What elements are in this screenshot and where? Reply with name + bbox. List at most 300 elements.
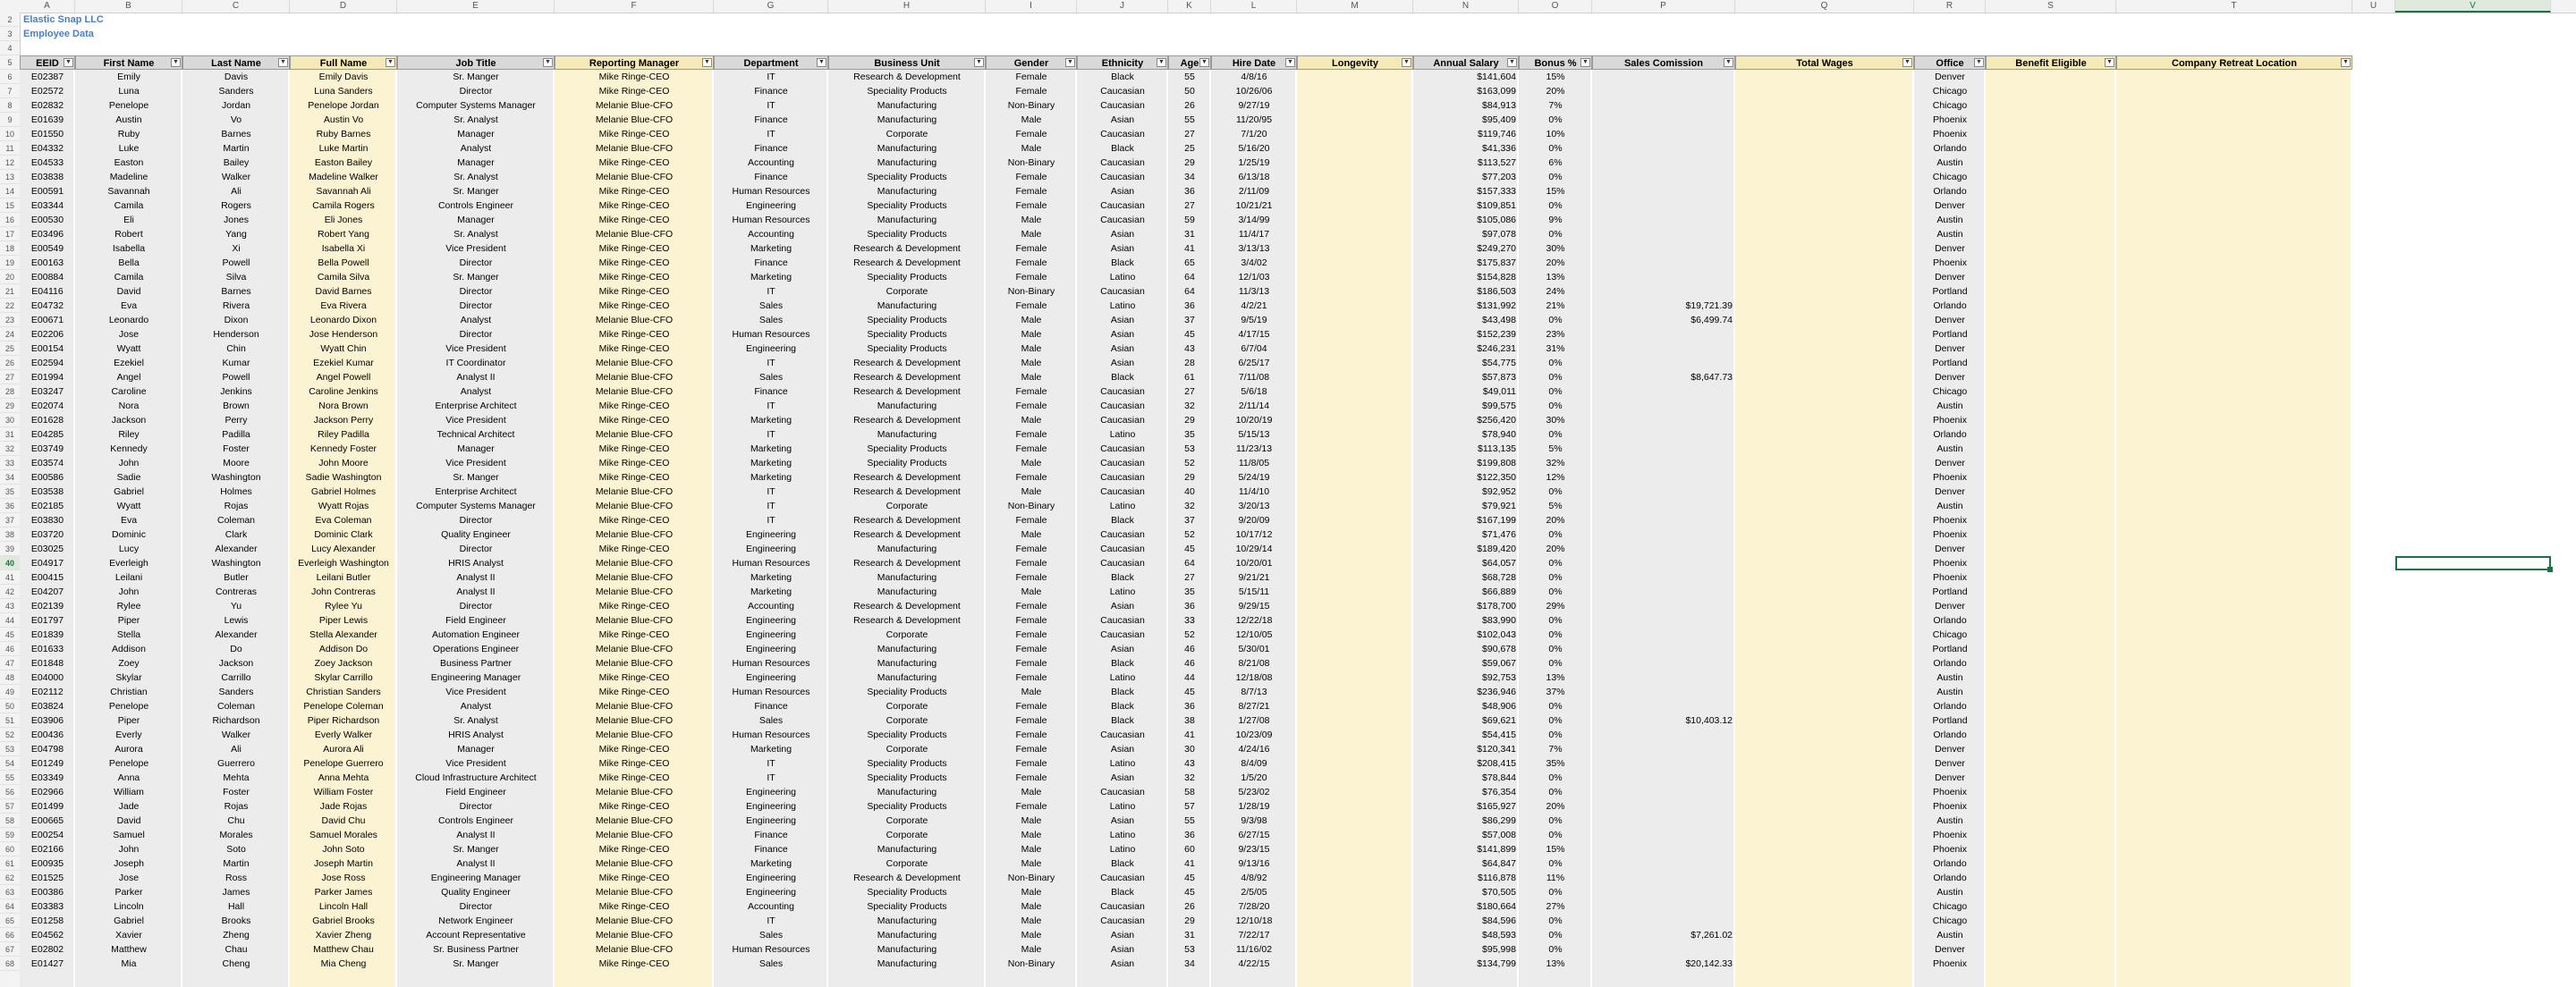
filter-dropdown-icon[interactable]: ▼: [2341, 58, 2351, 67]
table-cell[interactable]: IT: [767, 100, 775, 111]
table-cell[interactable]: Analyst: [460, 143, 492, 154]
table-cell[interactable]: Cloud Infrastructure Architect: [415, 772, 537, 783]
table-cell[interactable]: [1297, 699, 1413, 713]
table-cell[interactable]: 10/29/14: [1235, 544, 1273, 554]
table-cell[interactable]: Female: [1015, 758, 1047, 769]
table-cell[interactable]: 21%: [1546, 300, 1565, 311]
table-cell[interactable]: $95,998: [1482, 944, 1516, 955]
table-cell[interactable]: [2116, 699, 2352, 713]
table-cell[interactable]: 0%: [1548, 858, 1563, 869]
table-cell[interactable]: Latino: [1109, 801, 1136, 812]
table-cell[interactable]: Soto: [226, 844, 246, 855]
table-cell[interactable]: [1592, 227, 1735, 241]
table-cell[interactable]: [2116, 170, 2352, 184]
table-cell[interactable]: Manufacturing: [877, 915, 937, 926]
table-cell[interactable]: [1297, 942, 1413, 957]
table-cell[interactable]: Male: [1021, 858, 1042, 869]
table-cell[interactable]: Denver: [1935, 72, 1965, 82]
table-cell[interactable]: $48,593: [1482, 930, 1516, 941]
table-cell[interactable]: Nora Brown: [318, 401, 369, 411]
table-cell[interactable]: Mehta: [223, 772, 250, 783]
table-cell[interactable]: [1735, 213, 1914, 227]
table-cell[interactable]: Alexander: [215, 544, 258, 554]
table-cell[interactable]: [1592, 942, 1735, 957]
row-header-62[interactable]: 62: [0, 871, 20, 885]
table-cell[interactable]: Matthew Chau: [313, 944, 374, 955]
table-cell[interactable]: [1986, 771, 2116, 785]
row-header-44[interactable]: 44: [0, 613, 20, 628]
table-cell[interactable]: 44: [1184, 672, 1195, 683]
table-cell[interactable]: [2116, 756, 2352, 771]
table-cell[interactable]: 8/21/08: [1238, 658, 1270, 669]
table-cell[interactable]: Finance: [754, 386, 788, 397]
table-cell[interactable]: [1735, 828, 1914, 842]
table-cell[interactable]: [1986, 799, 2116, 814]
table-cell[interactable]: [1735, 771, 1914, 785]
table-cell[interactable]: [1592, 671, 1735, 685]
table-cell[interactable]: Melanie Blue-CFO: [595, 715, 674, 726]
table-cell[interactable]: E02387: [30, 72, 64, 82]
table-cell[interactable]: 43: [1184, 758, 1195, 769]
row-header-25[interactable]: 25: [0, 342, 20, 356]
table-cell[interactable]: Black: [1111, 515, 1134, 526]
table-cell[interactable]: Mia: [121, 958, 137, 969]
table-cell[interactable]: Caucasian: [1100, 529, 1145, 540]
table-cell[interactable]: Caucasian: [1100, 629, 1145, 640]
table-cell[interactable]: [1735, 384, 1914, 399]
table-cell[interactable]: Corporate: [886, 701, 928, 712]
table-cell[interactable]: Luna: [118, 86, 140, 97]
table-cell[interactable]: Orlando: [1933, 701, 1967, 712]
table-cell[interactable]: Austin: [115, 114, 142, 125]
table-cell[interactable]: 58: [1184, 787, 1195, 797]
table-cell[interactable]: Aurora: [114, 744, 143, 755]
table-cell[interactable]: 13%: [1546, 672, 1565, 683]
table-cell[interactable]: E03496: [30, 229, 64, 240]
table-cell[interactable]: Engineering Manager: [430, 873, 521, 883]
table-cell[interactable]: Engineering: [745, 873, 797, 883]
table-cell[interactable]: 57: [1184, 801, 1195, 812]
table-cell[interactable]: Female: [1015, 401, 1047, 411]
table-cell[interactable]: 32: [1184, 772, 1195, 783]
table-cell[interactable]: [1735, 656, 1914, 671]
table-cell[interactable]: Network Engineer: [438, 915, 513, 926]
table-cell[interactable]: [2116, 671, 2352, 685]
table-cell[interactable]: Austin: [1936, 401, 1963, 411]
column-header-m[interactable]: M: [1297, 0, 1413, 13]
table-cell[interactable]: Jose Henderson: [309, 329, 378, 340]
table-cell[interactable]: [1735, 270, 1914, 284]
table-cell[interactable]: [1735, 613, 1914, 628]
table-cell[interactable]: Riley: [118, 429, 140, 440]
table-cell[interactable]: Speciality Products: [867, 730, 947, 740]
table-cell[interactable]: Finance: [754, 143, 788, 154]
table-cell[interactable]: Computer Systems Manager: [416, 100, 536, 111]
table-cell[interactable]: E01258: [30, 915, 64, 926]
table-cell[interactable]: [2116, 585, 2352, 599]
table-cell[interactable]: IT: [767, 72, 775, 82]
table-cell[interactable]: Coleman: [216, 515, 256, 526]
table-cell[interactable]: Research & Development: [853, 873, 961, 883]
table-cell[interactable]: [2116, 442, 2352, 456]
table-cell[interactable]: E02966: [30, 787, 64, 797]
table-cell[interactable]: [1735, 728, 1914, 742]
table-cell[interactable]: Female: [1015, 558, 1047, 569]
table-cell[interactable]: Luke Martin: [318, 143, 369, 154]
table-cell[interactable]: Padilla: [222, 429, 250, 440]
row-header-10[interactable]: 10: [0, 127, 20, 141]
table-cell[interactable]: Chu: [227, 815, 245, 826]
table-cell[interactable]: Denver: [1935, 758, 1965, 769]
table-cell[interactable]: [1297, 957, 1413, 971]
table-cell[interactable]: 4/24/16: [1238, 744, 1270, 755]
row-header-34[interactable]: 34: [0, 470, 20, 485]
table-cell[interactable]: [1297, 628, 1413, 642]
table-cell[interactable]: Caucasian: [1100, 615, 1145, 626]
table-cell[interactable]: Asian: [1110, 229, 1135, 240]
table-cell[interactable]: Engineering: [745, 801, 797, 812]
filter-dropdown-icon[interactable]: ▼: [817, 58, 826, 67]
table-cell[interactable]: $71,476: [1482, 529, 1516, 540]
row-header-31[interactable]: 31: [0, 427, 20, 442]
table-cell[interactable]: [1735, 413, 1914, 427]
table-cell[interactable]: Mike Ringe-CEO: [598, 958, 670, 969]
table-cell[interactable]: E02074: [30, 401, 64, 411]
table-cell[interactable]: Mike Ringe-CEO: [598, 544, 670, 554]
table-cell[interactable]: Analyst: [460, 315, 492, 325]
table-cell[interactable]: Female: [1015, 615, 1047, 626]
table-cell[interactable]: [1986, 485, 2116, 499]
table-cell[interactable]: Director: [459, 329, 493, 340]
table-cell[interactable]: Finance: [754, 830, 788, 840]
table-cell[interactable]: 20%: [1546, 544, 1565, 554]
table-cell[interactable]: 30: [1184, 744, 1195, 755]
table-cell[interactable]: [1986, 470, 2116, 485]
table-cell[interactable]: $64,057: [1482, 558, 1516, 569]
table-cell[interactable]: 20%: [1546, 801, 1565, 812]
row-header-57[interactable]: 57: [0, 799, 20, 814]
table-cell[interactable]: Caucasian: [1100, 386, 1145, 397]
table-cell[interactable]: Male: [1021, 887, 1042, 898]
table-cell[interactable]: Female: [1015, 472, 1047, 483]
table-cell[interactable]: Gabriel Holmes: [310, 486, 377, 497]
table-cell[interactable]: Foster: [223, 787, 250, 797]
table-cell[interactable]: [1986, 127, 2116, 141]
table-cell[interactable]: E01525: [30, 873, 64, 883]
table-cell[interactable]: Vice President: [445, 243, 506, 254]
table-cell[interactable]: [1986, 613, 2116, 628]
table-cell[interactable]: Melanie Blue-CFO: [595, 586, 674, 597]
table-cell[interactable]: Barnes: [221, 129, 251, 139]
table-cell[interactable]: [1735, 699, 1914, 713]
table-cell[interactable]: Melanie Blue-CFO: [595, 572, 674, 583]
table-cell[interactable]: Male: [1021, 830, 1042, 840]
table-cell[interactable]: Non-Binary: [1007, 873, 1055, 883]
table-cell[interactable]: Vice President: [445, 415, 506, 426]
row-header-6[interactable]: 6: [0, 70, 20, 84]
table-cell[interactable]: Jones: [223, 215, 250, 225]
table-cell[interactable]: [2116, 728, 2352, 742]
table-cell[interactable]: 10%: [1546, 129, 1565, 139]
table-cell[interactable]: Austin: [1936, 157, 1963, 168]
table-cell[interactable]: 4/22/15: [1238, 958, 1270, 969]
header-cell[interactable]: [828, 55, 986, 70]
table-cell[interactable]: Research & Development: [853, 386, 961, 397]
table-cell[interactable]: [1735, 599, 1914, 613]
table-cell[interactable]: Engineering: [745, 629, 797, 640]
table-cell[interactable]: Denver: [1935, 601, 1965, 612]
table-cell[interactable]: [1592, 771, 1735, 785]
table-cell[interactable]: [1592, 284, 1735, 299]
table-cell[interactable]: E01839: [30, 629, 64, 640]
table-cell[interactable]: [1592, 70, 1735, 84]
table-cell[interactable]: 9/5/19: [1241, 315, 1267, 325]
table-cell[interactable]: [2116, 299, 2352, 313]
table-cell[interactable]: $84,913: [1482, 100, 1516, 111]
table-cell[interactable]: Manufacturing: [877, 844, 937, 855]
table-cell[interactable]: Rylee: [116, 601, 141, 612]
table-cell[interactable]: Female: [1015, 629, 1047, 640]
table-cell[interactable]: [1986, 499, 2116, 513]
table-cell[interactable]: [1297, 828, 1413, 842]
table-cell[interactable]: Joseph Martin: [314, 858, 373, 869]
table-cell[interactable]: 5/15/13: [1238, 429, 1270, 440]
table-cell[interactable]: [1986, 685, 2116, 699]
table-cell[interactable]: Male: [1021, 529, 1042, 540]
table-cell[interactable]: Asian: [1110, 186, 1135, 197]
table-cell[interactable]: [1592, 113, 1735, 127]
table-cell[interactable]: 26: [1184, 100, 1195, 111]
table-cell[interactable]: Engineering Manager: [430, 672, 521, 683]
table-cell[interactable]: Director: [459, 86, 493, 97]
table-cell[interactable]: 55: [1184, 815, 1195, 826]
table-cell[interactable]: [1986, 113, 2116, 127]
table-cell[interactable]: Phoenix: [1933, 558, 1967, 569]
table-cell[interactable]: Denver: [1935, 343, 1965, 354]
table-cell[interactable]: Melanie Blue-CFO: [595, 615, 674, 626]
table-cell[interactable]: Manufacturing: [877, 930, 937, 941]
column-header-o[interactable]: O: [1519, 0, 1592, 13]
table-cell[interactable]: Chicago: [1932, 915, 1968, 926]
table-cell[interactable]: E02594: [30, 358, 64, 368]
table-cell[interactable]: [2116, 542, 2352, 556]
table-cell[interactable]: Speciality Products: [867, 443, 947, 454]
table-cell[interactable]: 10/23/09: [1235, 730, 1273, 740]
row-header-2[interactable]: 2: [0, 13, 20, 27]
table-cell[interactable]: Black: [1111, 372, 1134, 383]
table-cell[interactable]: [1735, 456, 1914, 470]
table-cell[interactable]: 8/4/09: [1241, 758, 1267, 769]
table-cell[interactable]: IT: [767, 915, 775, 926]
filter-dropdown-icon[interactable]: ▼: [171, 58, 181, 67]
table-cell[interactable]: 5/23/02: [1238, 787, 1270, 797]
table-cell[interactable]: Melanie Blue-CFO: [595, 172, 674, 182]
table-cell[interactable]: Female: [1015, 658, 1047, 669]
table-cell[interactable]: Melanie Blue-CFO: [595, 730, 674, 740]
table-cell[interactable]: E00415: [30, 572, 64, 583]
table-cell[interactable]: Research & Development: [853, 558, 961, 569]
table-cell[interactable]: 61: [1184, 372, 1195, 383]
table-cell[interactable]: 0%: [1548, 229, 1563, 240]
table-cell[interactable]: [1297, 814, 1413, 828]
table-cell[interactable]: 6/27/15: [1238, 830, 1270, 840]
table-cell[interactable]: E03247: [30, 386, 64, 397]
table-cell[interactable]: [1297, 513, 1413, 527]
table-cell[interactable]: 0%: [1548, 772, 1563, 783]
table-cell[interactable]: Analyst: [460, 386, 492, 397]
table-cell[interactable]: [1735, 756, 1914, 771]
table-cell[interactable]: [2116, 342, 2352, 356]
table-cell[interactable]: [1297, 456, 1413, 470]
table-cell[interactable]: 0%: [1548, 615, 1563, 626]
table-cell[interactable]: 53: [1184, 443, 1195, 454]
table-cell[interactable]: E04332: [30, 143, 64, 154]
table-cell[interactable]: Female: [1015, 386, 1047, 397]
table-cell[interactable]: [2116, 413, 2352, 427]
table-cell[interactable]: $66,889: [1482, 586, 1516, 597]
table-cell[interactable]: [2116, 241, 2352, 256]
table-cell[interactable]: [1735, 356, 1914, 370]
table-cell[interactable]: [2116, 384, 2352, 399]
table-cell[interactable]: E01797: [30, 615, 64, 626]
table-cell[interactable]: 15%: [1546, 72, 1565, 82]
table-cell[interactable]: Asian: [1110, 958, 1135, 969]
table-cell[interactable]: [1592, 84, 1735, 98]
table-cell[interactable]: [1986, 899, 2116, 914]
table-cell[interactable]: Field Engineer: [445, 787, 506, 797]
table-cell[interactable]: Female: [1015, 772, 1047, 783]
table-cell[interactable]: Butler: [224, 572, 249, 583]
table-cell[interactable]: Jackson: [111, 415, 147, 426]
table-cell[interactable]: $134,799: [1477, 958, 1516, 969]
table-cell[interactable]: Sales: [758, 372, 784, 383]
table-cell[interactable]: [1735, 885, 1914, 899]
table-cell[interactable]: [1986, 914, 2116, 928]
table-cell[interactable]: [1986, 542, 2116, 556]
row-header-24[interactable]: 24: [0, 327, 20, 342]
table-cell[interactable]: Melanie Blue-CFO: [595, 944, 674, 955]
table-cell[interactable]: [1986, 527, 2116, 542]
table-cell[interactable]: $77,203: [1482, 172, 1516, 182]
table-cell[interactable]: 6/7/04: [1241, 343, 1267, 354]
table-cell[interactable]: Lucy Alexander: [311, 544, 376, 554]
table-cell[interactable]: Manufacturing: [877, 586, 937, 597]
row-header-21[interactable]: 21: [0, 284, 20, 299]
table-cell[interactable]: [1592, 785, 1735, 799]
table-cell[interactable]: 52: [1184, 458, 1195, 468]
table-cell[interactable]: E00530: [30, 215, 64, 225]
table-cell[interactable]: Mike Ringe-CEO: [598, 601, 670, 612]
table-cell[interactable]: [1735, 370, 1914, 384]
table-cell[interactable]: Accounting: [748, 229, 794, 240]
table-cell[interactable]: Samuel Morales: [309, 830, 377, 840]
table-cell[interactable]: [1735, 284, 1914, 299]
table-cell[interactable]: [1592, 756, 1735, 771]
table-cell[interactable]: 60: [1184, 844, 1195, 855]
row-header-50[interactable]: 50: [0, 699, 20, 713]
header-cell[interactable]: [2116, 55, 2352, 70]
table-cell[interactable]: 0%: [1548, 200, 1563, 211]
table-cell[interactable]: Austin: [1936, 887, 1963, 898]
table-cell[interactable]: John Soto: [322, 844, 365, 855]
table-cell[interactable]: 9/3/98: [1241, 815, 1267, 826]
table-cell[interactable]: 8/7/13: [1241, 687, 1267, 697]
table-cell[interactable]: Sr. Analyst: [453, 229, 498, 240]
table-cell[interactable]: Engineering: [745, 529, 797, 540]
table-cell[interactable]: Caucasian: [1100, 100, 1145, 111]
table-cell[interactable]: [1735, 628, 1914, 642]
table-cell[interactable]: E04533: [30, 157, 64, 168]
table-cell[interactable]: [1986, 70, 2116, 84]
table-cell[interactable]: [1986, 942, 2116, 957]
table-cell[interactable]: IT: [767, 429, 775, 440]
table-cell[interactable]: Lucy: [118, 544, 140, 554]
table-cell[interactable]: Melanie Blue-CFO: [595, 787, 674, 797]
table-cell[interactable]: E00254: [30, 830, 64, 840]
column-header-e[interactable]: E: [397, 0, 555, 13]
column-header-n[interactable]: N: [1413, 0, 1519, 13]
table-cell[interactable]: Phoenix: [1933, 529, 1967, 540]
table-cell[interactable]: [1297, 213, 1413, 227]
table-cell[interactable]: Stella: [116, 629, 141, 640]
table-cell[interactable]: Austin: [1936, 815, 1963, 826]
table-cell[interactable]: E03720: [30, 529, 64, 540]
table-cell[interactable]: 29: [1184, 157, 1195, 168]
table-cell[interactable]: Mike Ringe-CEO: [598, 801, 670, 812]
table-cell[interactable]: [2116, 327, 2352, 342]
table-cell[interactable]: [1592, 656, 1735, 671]
table-cell[interactable]: Denver: [1935, 544, 1965, 554]
table-cell[interactable]: Penelope Coleman: [303, 701, 384, 712]
table-cell[interactable]: $79,921: [1482, 501, 1516, 511]
table-cell[interactable]: [2116, 313, 2352, 327]
table-cell[interactable]: [1592, 156, 1735, 170]
table-cell[interactable]: [2116, 942, 2352, 957]
table-cell[interactable]: Melanie Blue-CFO: [595, 644, 674, 654]
filter-dropdown-icon[interactable]: ▼: [1974, 58, 1984, 67]
table-cell[interactable]: E02572: [30, 86, 64, 97]
table-cell[interactable]: [1297, 384, 1413, 399]
table-cell[interactable]: [1735, 470, 1914, 485]
table-cell[interactable]: Manufacturing: [877, 157, 937, 168]
table-cell[interactable]: E01848: [30, 658, 64, 669]
table-cell[interactable]: $249,270: [1477, 243, 1516, 254]
row-header-43[interactable]: 43: [0, 599, 20, 613]
table-cell[interactable]: Director: [459, 515, 493, 526]
table-cell[interactable]: Caucasian: [1100, 458, 1145, 468]
table-cell[interactable]: [1297, 442, 1413, 456]
table-cell[interactable]: [1735, 713, 1914, 728]
table-cell[interactable]: [2116, 399, 2352, 413]
table-cell[interactable]: Female: [1015, 644, 1047, 654]
table-cell[interactable]: 7/28/20: [1238, 901, 1270, 912]
header-cell[interactable]: [182, 55, 290, 70]
table-cell[interactable]: 5/24/19: [1238, 472, 1270, 483]
table-cell[interactable]: [1297, 713, 1413, 728]
table-cell[interactable]: 6%: [1548, 157, 1563, 168]
row-header-4[interactable]: 4: [0, 41, 20, 55]
table-cell[interactable]: [1297, 184, 1413, 198]
table-cell[interactable]: Robert Yang: [318, 229, 369, 240]
table-cell[interactable]: [1297, 885, 1413, 899]
table-cell[interactable]: Black: [1111, 858, 1134, 869]
table-cell[interactable]: [2116, 656, 2352, 671]
table-cell[interactable]: $54,415: [1482, 730, 1516, 740]
table-cell[interactable]: Controls Engineer: [437, 200, 514, 211]
table-cell[interactable]: Contreras: [215, 586, 258, 597]
table-cell[interactable]: Denver: [1935, 315, 1965, 325]
table-cell[interactable]: Research & Development: [853, 529, 961, 540]
